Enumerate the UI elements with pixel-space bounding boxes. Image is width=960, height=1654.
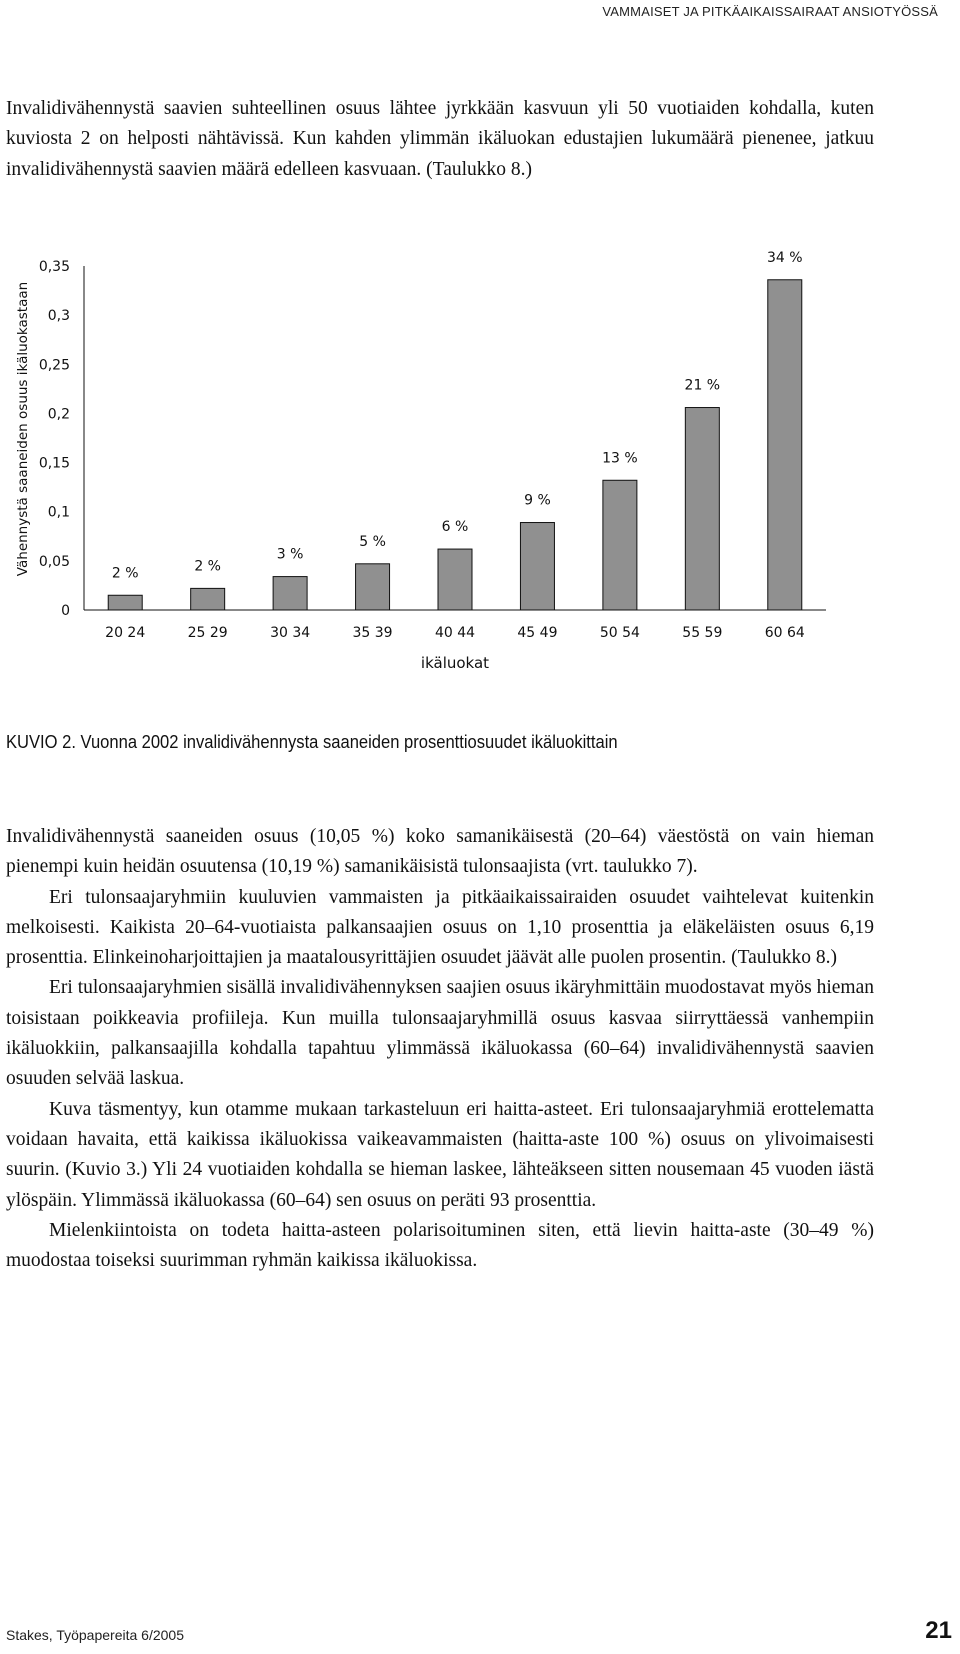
bar-data-label: 5 % (359, 533, 386, 550)
x-axis-label: ikäluokat (420, 654, 490, 672)
x-tick-label: 40 44 (434, 625, 476, 641)
bar-data-label: 6 % (441, 519, 469, 536)
bar (191, 588, 225, 610)
y-axis-label: Vähennystä saaneiden osuus ikäluokastaan (15, 281, 31, 577)
body-paragraph-5: Mielenkiintoista on todeta haitta-asteen polarisoituminen siten, että lievin haitta-aste (30–49 %) muodostaa toiseksi suurimman ryhmän kaikissa ikäluokissa. (6, 1219, 874, 1272)
bar-data-label: 13 % (602, 450, 638, 467)
bar-data-label: 9 % (524, 492, 551, 509)
y-tick-label: 0,35 (38, 259, 70, 275)
bar-data-label: 3 % (276, 546, 304, 563)
y-tick-label: 0,25 (38, 357, 70, 374)
intro-paragraph: Invalidivähennystä saavien suhteellinen osuus lähtee jyrkkään kasvuun yli 50 vuotiaiden kohdalla, kuten kuviosta 2 on helposti nähtävissä. Kun kahden ylimmän ikäluokan edustajien lukumäärä pienenee, jatkuu invalidivähennystä saavien määrä edelleen kasvuaan. (Taulukko 8.) (6, 98, 874, 180)
x-tick-label: 55 59 (682, 625, 723, 641)
x-axis-ticks (105, 625, 805, 641)
bar (685, 408, 719, 610)
body-paragraph-2: Eri tulonsaajaryhmiin kuuluvien vammaisten ja pitkäaikaissairaiden osuudet vaihtelevat kuitenkin melkoisesti. Kaikista 20–64-vuotiaista palkansaajien osuus on 1,10 prosenttia ja eläkeläisten osuus 6,19 prosenttia. Elinkeinoharjoittajien ja maatalousyrittäjien osuudet jäävät alle puolen prosentin. (Taulukko 8.) (6, 886, 874, 969)
y-tick-label: 0,1 (47, 504, 70, 521)
x-tick-label: 25 29 (187, 625, 228, 641)
page-number: 21 (925, 1617, 952, 1644)
running-head: VAMMAISET JA PITKÄAIKAISSAIRAAT ANSIOTYÖSSÄ (602, 4, 938, 19)
x-tick-label: 30 34 (270, 625, 311, 641)
body-paragraph-1: Invalidivähennystä saaneiden osuus (10,05 %) koko samanikäisestä (20–64) väestöstä on vain hieman pienempi kuin heidän osuutensa (10,19 %) samanikäisistä tulonsaajista (vrt. taulukko 7). (6, 826, 874, 878)
body-text (6, 822, 874, 1276)
y-tick-label: 0,2 (47, 406, 70, 423)
bar (108, 595, 142, 610)
y-tick-label: 0,3 (47, 308, 70, 325)
bar-chart (0, 250, 830, 690)
bar (603, 480, 637, 610)
y-axis-ticks (39, 259, 70, 619)
y-tick-label: 0,05 (38, 553, 70, 570)
bar (438, 549, 472, 610)
x-tick-label: 35 39 (352, 625, 393, 641)
body-paragraph-3: Eri tulonsaajaryhmien sisällä invalidivähennyksen saajien osuus ikäryhmittäin muodostavat myös hieman toisistaan poikkeavia profiileja. Kun muilla tulonsaajaryhmillä osuus kasvaa siirryttäessä vanhempiin ikäluokkiin, palkansaajilla kohdalla tapahtuu ylimmässä ikäluokassa (60–64) invalidivähennystä saavien osuuden selvää laskua. (6, 977, 874, 1090)
figure-caption: KUVIO 2. Vuonna 2002 invalidivähennysta saaneiden prosenttiosuudet ikäluokittain (6, 732, 618, 752)
bar (520, 523, 554, 610)
bar (768, 280, 802, 610)
x-tick-label: 45 49 (517, 625, 558, 641)
bar-data-label: 34 % (766, 250, 803, 266)
bar-data-label: 2 % (111, 565, 139, 582)
footer-publication: Stakes, Työpapereita 6/2005 (6, 1627, 184, 1643)
body-paragraph-4: Kuva täsmentyy, kun otamme mukaan tarkasteluun eri haitta-asteet. Eri tulonsaajaryhmiä erottelematta voidaan havaita, että kaikissa ikäluokissa vaikeavammaisten (haitta-aste 100 %) osuus on ylivoimaisesti suurin. (Kuvio 3.) Yli 24 vuotiaiden kohdalla se hieman laskee, lähteäkseen sitten nousemaan 45 vuoden iästä ylöspäin. Ylimmässä ikäluokassa (60–64) sen osuus on peräti 93 prosenttia. (6, 1098, 874, 1211)
y-tick-label: 0,15 (38, 455, 70, 472)
bar-data-label: 21 % (684, 377, 721, 394)
bar (273, 577, 307, 610)
x-tick-label: 20 24 (105, 625, 146, 641)
x-tick-label: 60 64 (764, 625, 805, 641)
bar (356, 564, 390, 610)
bar-data-label: 2 % (194, 558, 222, 575)
y-tick-label: 0 (61, 603, 70, 619)
x-tick-label: 50 54 (599, 625, 640, 641)
